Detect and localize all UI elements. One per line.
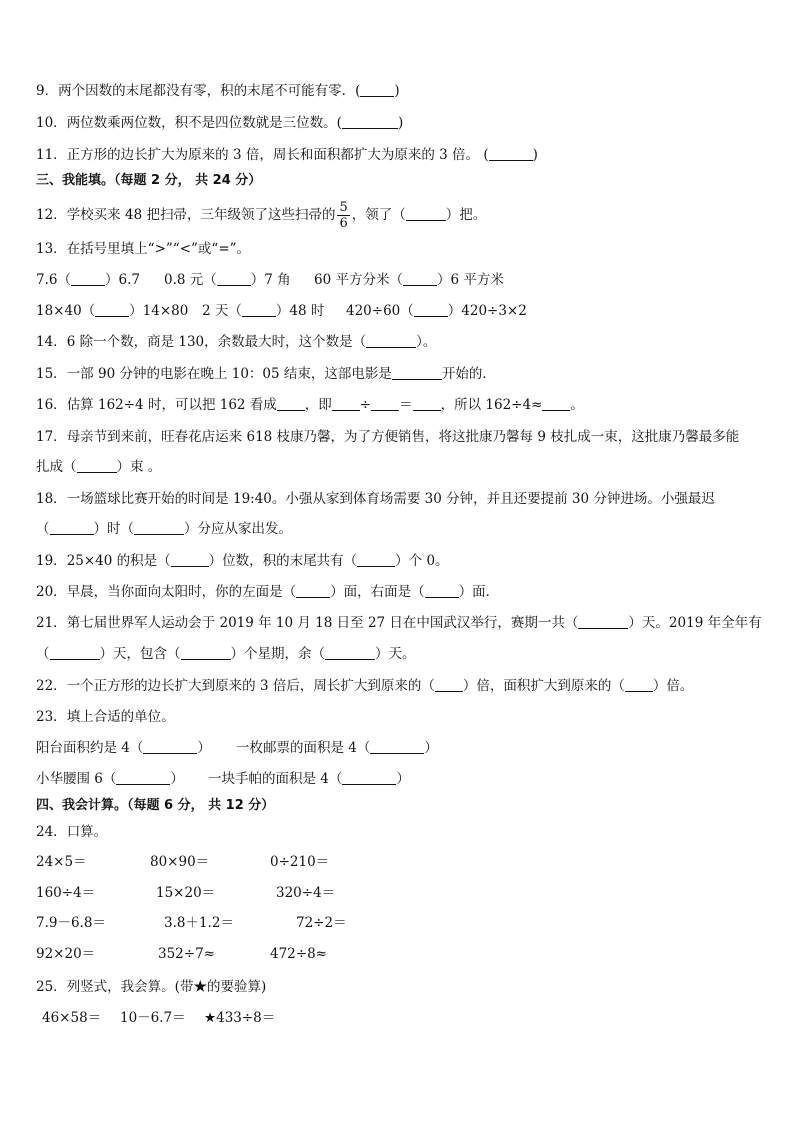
answer-blank[interactable] [134,521,184,535]
calc-item: 160÷4＝ [36,885,96,901]
answer-blank[interactable] [370,740,424,754]
question-13-row-1: 7.6（ ）6.7 0.8 元（ ）7 角 60 平方分米（ ）6 平方米 [36,272,504,288]
answer-blank[interactable] [332,397,360,411]
answer-blank[interactable] [342,771,396,785]
answer-blank[interactable] [296,584,330,598]
calc-item: 46×58＝ [42,1010,102,1026]
answer-blank[interactable] [413,397,441,411]
question-11: 11．正方形的边长扩大为原来的 3 倍，周长和面积都扩大为原来的 3 倍。 ( ) [36,147,538,163]
calc-item: ★433÷8＝ [204,1010,276,1026]
question-17: 17．母亲节到来前，旺春花店运来 618 枝康乃馨，为了方便销售，将这批康乃馨每 9 枝扎成一束，这批康乃馨最多能 [36,429,740,445]
calc-item: 7.9－6.8＝ [36,915,106,931]
calc-item: 80×90＝ [150,854,210,870]
question-12: 12．学校买来 48 把扫帚，三年级领了这些扫帚的 $\frac{5}{6}$ ，领了（ ）把。 [36,200,487,231]
calc-item: 15×20＝ [156,885,216,901]
answer-blank[interactable] [50,521,94,535]
answer-blank[interactable] [277,397,305,411]
answer-blank[interactable] [143,740,197,754]
calc-item: 352÷7≈ [158,946,215,962]
calc-item: 3.8＋1.2＝ [164,915,234,931]
calc-item: 472÷8≈ [270,946,327,962]
section-3-heading: 三、我能填。（每题 2 分， 共 24 分） [36,173,262,188]
answer-blank[interactable] [625,678,653,692]
question-23: 23．填上合适的单位。 [36,709,175,725]
answer-blank[interactable] [360,83,394,97]
question-18: 18．一场篮球比赛开始的时间是 19:40。小强从家到体育场需要 30 分钟，并且还要提前 30 分钟进场。小强最迟 [36,491,715,507]
calc-row [36,853,756,871]
question-22: 22．一个正方形的边长扩大到原来的 3 倍后，周长扩大到原来的（ ）倍，面积扩大到原来的（ ）倍。 [36,678,694,694]
answer-blank[interactable] [171,553,209,567]
question-10: 10．两位数乘两位数，积不是四位数就是三位数。( ) [36,115,404,131]
answer-blank[interactable] [371,397,399,411]
question-25: 25．列竖式，我会算。(带★的要验算) [36,979,267,995]
question-15: 15．一部 90 分钟的电影在晚上 10：05 结束，这部电影是 开始的． [36,366,496,382]
calc-item: 320÷4＝ [276,885,336,901]
answer-blank[interactable] [95,303,129,317]
question-19: 19．25×40 的积是（ ）位数，积的末尾共有（ ）个 0。 [36,553,449,569]
answer-blank[interactable] [357,553,395,567]
answer-blank[interactable] [425,584,459,598]
section-4-heading: 四、我会计算。（每题 6 分， 共 12 分） [36,798,275,813]
question-13: 13．在括号里填上“>”“<”或“=”。 [36,241,251,257]
vertical-calc-row [42,1009,762,1027]
answer-blank[interactable] [325,646,375,660]
answer-blank[interactable] [403,272,437,286]
answer-blank[interactable] [116,771,170,785]
question-9: 9．两个因数的末尾都没有零，积的末尾不可能有零．( ) [36,83,400,99]
answer-blank[interactable] [50,646,100,660]
calc-row [36,945,756,963]
question-17-line-2: 扎成（ ）束 。 [36,459,162,475]
question-18-line-2: （ ）时（ ）分应从家出发。 [36,521,292,537]
answer-blank[interactable] [77,459,117,473]
answer-blank[interactable] [489,147,533,161]
calc-item: 24×5＝ [36,854,87,870]
question-24: 24．口算。 [36,824,108,840]
calc-row [36,884,756,902]
answer-blank[interactable] [71,272,105,286]
answer-blank[interactable] [181,646,231,660]
calc-item: 10－6.7＝ [120,1010,186,1026]
answer-blank[interactable] [242,303,276,317]
calc-row [36,914,756,932]
question-20: 20．早晨，当你面向太阳时，你的左面是（ ）面，右面是（ ）面． [36,584,500,600]
answer-blank[interactable] [217,272,251,286]
question-23-row-1: 阳台面积约是 4（ ） 一枚邮票的面积是 4（ ） [36,740,438,756]
answer-blank[interactable] [406,207,446,221]
answer-blank[interactable] [342,115,398,129]
answer-blank[interactable] [578,615,628,629]
calc-item: 0÷210＝ [270,854,330,870]
answer-blank[interactable] [435,678,463,692]
fraction: $\frac{5}{6}$ [339,200,348,231]
question-21: 21．第七届世界军人运动会于 2019 年 10 月 18 日至 27 日在中国武汉举行，赛期一共（ ）天。2019 年全年有 [36,615,762,631]
question-23-row-2: 小华腰围 6（ ） 一块手帕的面积是 4（ ） [36,771,410,787]
question-16: 16．估算 162÷4 时，可以把 162 看成 ，即 ÷ ＝ ，所以 162÷4≈ 。 [36,397,584,413]
answer-blank[interactable] [392,366,442,380]
question-13-row-2: 18×40（ ）14×80 2 天（ ）48 时 420÷60（ ）420÷3×2 [36,303,527,319]
calc-item: 72÷2＝ [296,915,347,931]
question-14: 14．6 除一个数，商是 130，余数最大时，这个数是（ ）。 [36,334,437,350]
answer-blank[interactable] [542,397,570,411]
answer-blank[interactable] [366,334,416,348]
question-21-line-2: （ ）天，包含（ ）个星期，余（ ）天。 [36,646,416,662]
calc-item: 92×20＝ [36,946,96,962]
answer-blank[interactable] [414,303,448,317]
